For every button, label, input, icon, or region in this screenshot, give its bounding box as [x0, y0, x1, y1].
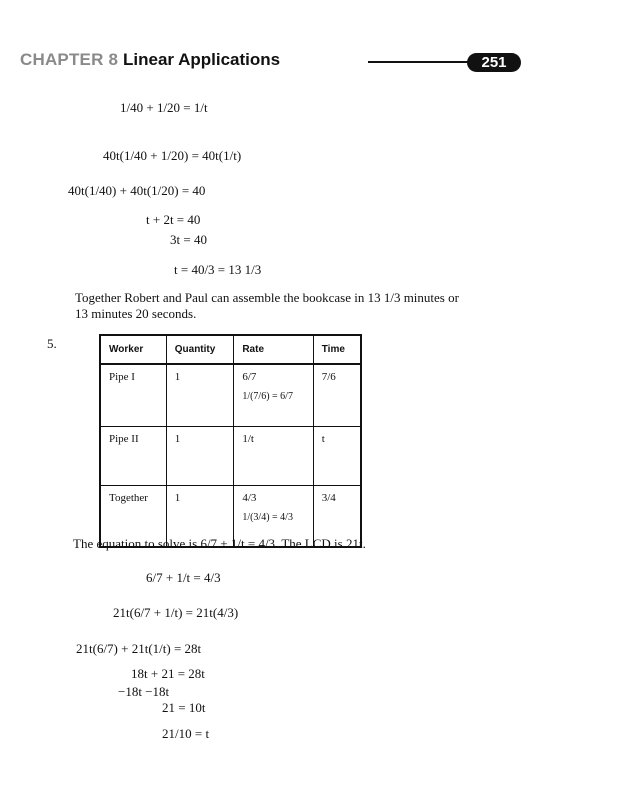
worker-cell: Pipe II	[100, 426, 166, 485]
rate-cell	[234, 364, 313, 426]
rate-note: 1/(3/4) = 4/3	[242, 511, 293, 523]
equation-line: 21/10 = t	[162, 726, 210, 741]
chapter-label: CHAPTER 8	[20, 50, 119, 69]
table-header-row	[100, 335, 361, 364]
worker-cell: Pipe I	[100, 364, 166, 426]
page-number: 251	[467, 53, 521, 72]
equation-line: 3t = 40	[170, 232, 207, 247]
equation-line: 18t + 21 = 28t	[131, 666, 205, 681]
equation-line: 6/7 + 1/t = 4/3	[146, 570, 221, 585]
chapter-title: Linear Applications	[123, 50, 281, 69]
rate-value: 4/3	[242, 491, 257, 504]
quantity-cell: 1	[166, 426, 234, 485]
equation-line: t + 2t = 40	[146, 212, 201, 227]
equation-line: 21t(6/7 + 1/t) = 21t(4/3)	[113, 605, 239, 620]
rate-value: 6/7	[242, 371, 257, 383]
time-cell: 3/4	[313, 485, 361, 547]
table-row	[100, 426, 361, 485]
rate-cell	[234, 426, 313, 485]
rate-note: 1/(7/6) = 6/7	[242, 391, 293, 402]
problem-number: 5.	[47, 336, 57, 351]
equation-intro: The equation to solve is 6/7 + 1/t = 4/3. The LCD is 21t.	[73, 536, 366, 551]
quantity-cell: 1	[166, 485, 234, 547]
time-cell: 7/6	[313, 364, 361, 426]
equation-line: 1/40 + 1/20 = 1/t	[120, 100, 208, 115]
table-row	[100, 364, 361, 426]
equation-line: −18t −18t	[118, 684, 170, 699]
conclusion-text: Together Robert and Paul can assemble the bookcase in 13 1/3 minutes or 13 minutes 20 seconds.	[75, 290, 459, 321]
column-header-rate: Rate	[234, 335, 313, 364]
header-rule	[368, 61, 478, 63]
time-cell: t	[313, 426, 361, 485]
equation-line: t = 40/3 = 13 1/3	[174, 262, 262, 277]
column-header-worker: Worker	[100, 335, 166, 364]
column-header-time: Time	[313, 335, 361, 364]
equation-line: 21 = 10t	[162, 700, 206, 715]
equation-line: 21t(6/7) + 21t(1/t) = 28t	[76, 641, 202, 656]
quantity-cell: 1	[166, 364, 234, 426]
equation-line: 40t(1/40 + 1/20) = 40t(1/t)	[103, 148, 242, 163]
worker-cell: Together	[100, 485, 166, 547]
rate-value: 1/t	[242, 432, 254, 445]
equation-line: 40t(1/40) + 40t(1/20) = 40	[68, 183, 206, 198]
column-header-quantity: Quantity	[166, 335, 234, 364]
work-rate-table	[99, 334, 362, 548]
